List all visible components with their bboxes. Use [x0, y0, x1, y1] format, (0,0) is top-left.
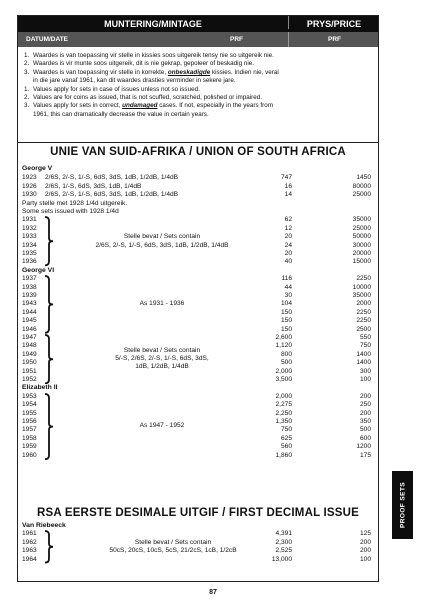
row-mintage: 4,391 [275, 530, 292, 538]
notes-list [24, 52, 376, 119]
row-price: 550 [359, 334, 371, 341]
row-price: 1200 [356, 443, 371, 451]
row-year: 1960 [22, 451, 37, 459]
row-contents: 2/6S, 2/-S, 1/-S, 6dS, 3dS, 1dB, 1/2dB, 1/4dB [45, 174, 179, 182]
row-mintage: 2,000 [275, 392, 292, 400]
row-price: 200 [359, 392, 371, 400]
price-table-frame [17, 15, 379, 582]
row-year: 1961 [22, 530, 37, 538]
row-mintage: 24 [284, 241, 292, 249]
note-item [24, 86, 376, 94]
note-item [24, 69, 376, 86]
row-year: 1948 [22, 342, 37, 350]
table-row [22, 317, 378, 325]
row-mintage: 800 [280, 350, 292, 358]
row-year: 1934 [22, 241, 37, 249]
group-brace [44, 334, 54, 384]
row-year: 1923 [22, 174, 37, 182]
group-brace [44, 530, 54, 564]
table-row [22, 410, 378, 418]
group-contents [58, 347, 266, 372]
row-price: 250 [359, 401, 371, 409]
row-year: 1953 [22, 392, 37, 400]
row-year: 1943 [22, 300, 37, 308]
row-contents: 2/6S, 2/-S, 1/-S, 6dS, 3dS, 1dB, 1/2dB, 1/4dB [45, 191, 179, 199]
row-price: 175 [359, 451, 371, 459]
row-price: 15000 [352, 258, 371, 266]
row-price: 200 [359, 538, 371, 546]
row-year: 1937 [22, 275, 37, 283]
section-title-decimal: RSA EERSTE DESIMALE UITGIF / FIRST DECIMAL ISSUE [36, 507, 360, 519]
row-mintage: 747 [280, 174, 292, 182]
row-year: 1951 [22, 367, 37, 375]
row-year: 1954 [22, 401, 37, 409]
note-text: Values apply for sets in correct, undamaged cases. If not, especially in the years from [33, 102, 273, 110]
row-mintage: 2,000 [275, 367, 292, 375]
table-row [22, 326, 378, 334]
table-row [22, 334, 378, 342]
row-price: 20000 [352, 250, 371, 257]
table-row [22, 556, 378, 564]
table-row [22, 435, 378, 443]
table-row [22, 443, 378, 451]
row-mintage: 30 [284, 292, 292, 299]
row-mintage: 150 [280, 317, 292, 325]
note-line: Some sets issued with 1928 1/4d [22, 208, 119, 215]
row-year: 1962 [22, 538, 37, 546]
section-rule [18, 142, 378, 143]
row-year: 1955 [22, 409, 37, 417]
row-mintage: 2,300 [275, 538, 292, 546]
row-year: 1956 [22, 418, 37, 425]
row-mintage: 62 [284, 216, 292, 224]
row-mintage: 116 [281, 275, 292, 283]
row-price: 80000 [352, 182, 371, 190]
proof-sets-tab [392, 471, 413, 539]
group-contents-line: 1dB, 1/2dB, 1/4dB [135, 363, 189, 371]
prf-mintage-label: PRF [230, 36, 243, 43]
row-year: 1931 [22, 216, 37, 224]
row-year: 1959 [22, 443, 37, 451]
row-year: 1945 [22, 317, 37, 325]
row-mintage: 3,500 [275, 376, 292, 383]
row-price: 2250 [356, 308, 371, 316]
prf-price-label: PRF [328, 36, 341, 43]
row-mintage: 20 [284, 233, 292, 241]
group-contents-line: Stelle bevat / Sets contain [134, 538, 212, 546]
ruler-heading: Elizabeth II [22, 384, 58, 392]
row-price: 25000 [352, 224, 371, 232]
row-year: 1947 [22, 334, 37, 341]
row-price: 1400 [356, 359, 371, 367]
row-price: 2500 [356, 325, 371, 333]
date-column-label: DATUM/DATE [26, 36, 69, 43]
table-row [22, 452, 378, 460]
row-mintage: 12 [284, 224, 292, 232]
row-price: 200 [359, 547, 371, 555]
group-contents-line: 5/-S, 2/6S, 2/-S, 1/-S, 6dS, 3dS, [115, 355, 209, 362]
note-number: 2. [24, 60, 30, 68]
table-row [22, 309, 378, 317]
row-mintage: 14 [284, 191, 292, 199]
row-price: 100 [359, 376, 371, 383]
row-year: 1944 [22, 308, 37, 316]
row-price: 100 [359, 555, 371, 563]
note-text: Waardes is vir munte soos uitgereik, dit is nie gekrap, gepoleer of beskadig nie. [33, 60, 254, 68]
row-year: 1952 [22, 376, 37, 383]
row-mintage: 150 [280, 308, 292, 316]
row-year: 1936 [22, 258, 37, 266]
side-tab-label: PROOF SETS [399, 482, 406, 528]
row-year: 1946 [22, 325, 37, 333]
ruler-heading: George VI [22, 266, 55, 274]
note-number: 1. [24, 85, 30, 93]
row-year: 1949 [22, 350, 37, 358]
row-year: 1957 [22, 426, 37, 434]
row-price: 2250 [356, 275, 371, 283]
note-text: Waardes is van toepassing vir stelle in kissies soos uitgereik tensy nie so uitgereik nie. [33, 52, 274, 59]
row-contents: 2/6S, 1/-S, 6dS, 3dS, 1dB, 1/4dB [45, 182, 142, 190]
row-mintage: 44 [284, 283, 292, 291]
row-mintage: 40 [284, 258, 292, 266]
row-price: 200 [359, 409, 371, 417]
table-row [22, 216, 378, 224]
note-number: 3. [24, 102, 30, 110]
ruler-heading: Van Riebeeck [22, 522, 66, 529]
row-mintage: 2,600 [275, 334, 292, 341]
table-row [22, 183, 378, 191]
row-mintage: 1,860 [275, 451, 292, 459]
row-price: 600 [359, 434, 371, 442]
group-contents-line: 2/6S, 2/-S, 1/-S, 6dS, 3dS, 1dB, 1/2dB, 1/4dB [95, 241, 229, 249]
table-row [22, 284, 378, 292]
group-brace [44, 393, 54, 460]
ruler-heading: George V [22, 165, 53, 172]
row-price: 35000 [352, 216, 371, 224]
table-row [22, 174, 378, 182]
table-row [22, 258, 378, 266]
group-contents [58, 300, 266, 308]
row-year: 1932 [22, 224, 37, 232]
group-contents [58, 539, 288, 556]
row-year: 1933 [22, 233, 37, 241]
row-mintage: 2,250 [275, 409, 292, 417]
row-mintage: 750 [280, 426, 292, 434]
group-contents-line: Stelle bevat / Sets contain [123, 233, 201, 241]
row-mintage: 150 [280, 325, 292, 333]
table-header [18, 16, 378, 32]
row-mintage: 625 [280, 434, 292, 442]
row-year: 1963 [22, 547, 37, 555]
row-year: 1930 [22, 191, 37, 199]
group-contents-line: As 1947 - 1952 [139, 422, 185, 430]
group-brace [44, 275, 54, 334]
group-contents [58, 422, 266, 430]
row-price: 125 [359, 530, 371, 538]
page-number: 87 [209, 589, 217, 596]
table-subheader [18, 32, 378, 47]
row-mintage: 20 [284, 250, 292, 257]
note-number: 1. [24, 52, 30, 59]
row-mintage: 500 [280, 359, 292, 367]
row-price: 50000 [352, 233, 371, 241]
table-row [22, 225, 378, 233]
note-text: Waardes is van toepassing vir stelle in korrekte, onbeskadigde kissies. Indien nie, veral [33, 68, 279, 76]
row-mintage: 560 [280, 443, 292, 451]
row-price: 1400 [356, 350, 371, 358]
table-row [22, 376, 378, 384]
note-number: 3. [24, 68, 30, 76]
row-price: 35000 [352, 292, 371, 299]
row-mintage: 2,525 [275, 547, 292, 555]
note-text: in die jare vanaf 1961, kan dit waardes drasties verminder in sekere jare. [33, 77, 236, 85]
row-price: 2250 [356, 317, 371, 325]
row-year: 1935 [22, 250, 37, 257]
row-price: 2000 [356, 300, 371, 308]
mintage-header: MUNTERING/MINTAGE [104, 19, 202, 29]
note-text: 1961, this can dramatically decrease the value in certain years. [33, 110, 209, 118]
table-row [22, 401, 378, 409]
table-row [22, 250, 378, 258]
row-price: 25000 [352, 191, 371, 199]
row-year: 1926 [22, 182, 37, 190]
header-divider [288, 32, 289, 47]
row-year: 1938 [22, 283, 37, 291]
table-row [22, 393, 378, 401]
row-price: 750 [359, 342, 371, 350]
group-contents-line: 50cS, 20cS, 10cS, 5cS, 21/2cS, 1cB, 1/2cB [109, 547, 237, 555]
group-contents-line: Stelle bevat / Sets contain [123, 346, 201, 354]
table-row [22, 191, 378, 199]
row-year: 1964 [22, 555, 37, 563]
row-mintage: 16 [284, 182, 292, 190]
group-contents [58, 233, 266, 250]
note-item [24, 94, 376, 102]
table-row [22, 275, 378, 283]
group-brace [44, 216, 54, 266]
price-header: PRYS/PRICE [288, 16, 379, 29]
row-price: 500 [359, 426, 371, 434]
row-mintage: 104 [280, 300, 292, 308]
note-number: 2. [24, 94, 30, 102]
note-item [24, 60, 376, 68]
row-price: 1450 [356, 174, 371, 182]
note-item [24, 102, 376, 119]
row-price: 300 [359, 367, 371, 375]
row-year: 1958 [22, 434, 37, 442]
group-contents-line: As 1931 - 1936 [139, 300, 185, 308]
row-mintage: 1,120 [275, 342, 292, 350]
row-year: 1939 [22, 292, 37, 299]
row-mintage: 1,350 [275, 418, 292, 425]
row-year: 1950 [22, 359, 37, 367]
table-row [22, 530, 378, 538]
note-text: Values are for coins as issued, that is not scuffed, scratched, polished or impaired. [33, 94, 263, 102]
row-mintage: 2,275 [275, 401, 292, 409]
table-row [22, 292, 378, 300]
row-mintage: 13,000 [271, 555, 292, 563]
row-price: 10000 [352, 283, 371, 291]
note-line: Party stelle met 1928 1/4d uitgereik. [22, 199, 128, 207]
note-item [24, 52, 376, 60]
section-title-union: UNIE VAN SUID-AFRIKA / UNION OF SOUTH AFRICA [50, 146, 346, 158]
note-text: Values apply for sets in case of issues unless not so issued. [33, 85, 200, 93]
row-price: 350 [359, 418, 371, 425]
row-price: 30000 [352, 241, 371, 249]
